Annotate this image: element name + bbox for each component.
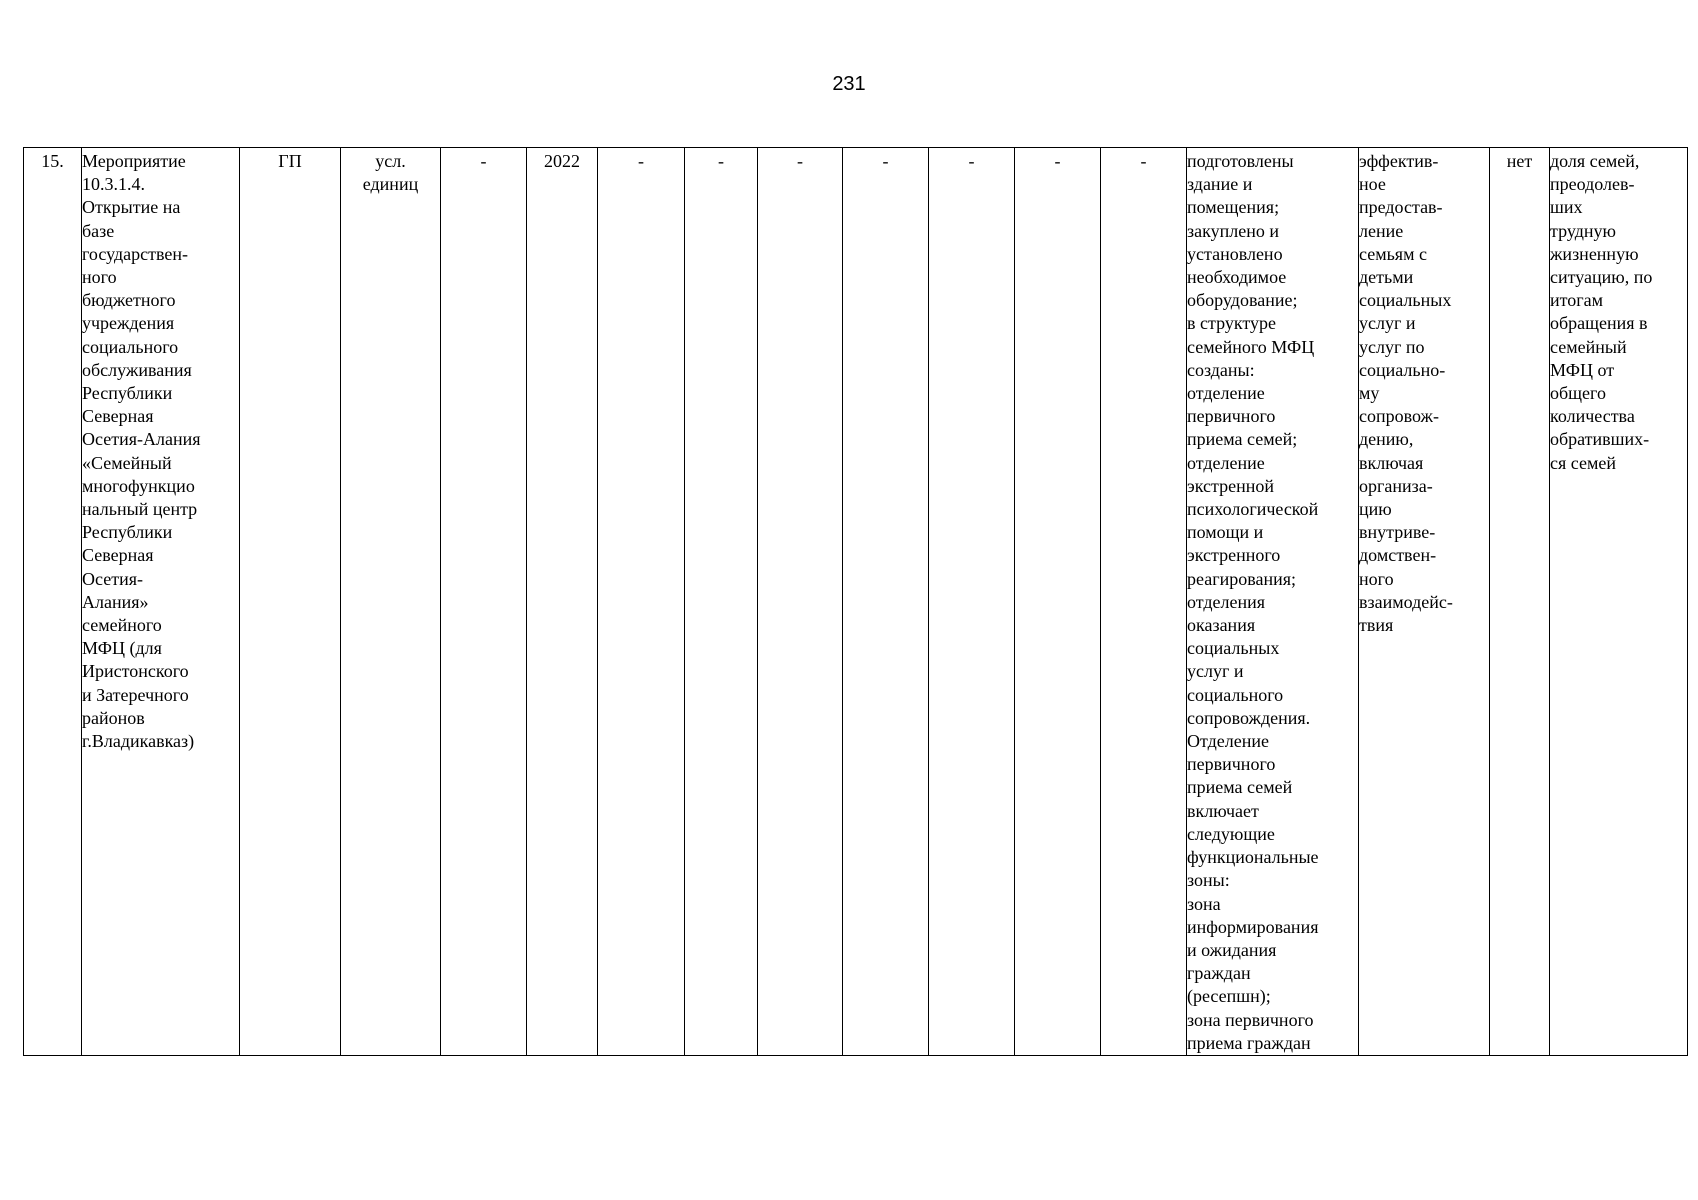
cell-flag: нет [1490,148,1550,1056]
cell-year: 2022 [527,148,598,1056]
cell-value-4: - [843,148,929,1056]
cell-measure-name: Мероприятие 10.3.1.4. Открытие на базе государствен- ного бюджетного учреждения социального обслуживания Республики Северная Осетия-Алания «Семейный многофункцио нальный центр Республики Северная Осетия- Алания» семейного МФЦ (для Иристонского и Затеречного районов г.Владикавказ) [82,148,240,1056]
table-row [24,148,1688,1056]
cell-value-7: - [1101,148,1187,1056]
cell-indicator: доля семей, преодолев- ших трудную жизненную ситуацию, по итогам обращения в семейный МФЦ от общего количества обративших- ся семей [1550,148,1688,1056]
measures-table [23,147,1688,1056]
cell-value-1: - [598,148,685,1056]
cell-effect: эффектив- ное предостав- ление семьям с детьми социальных услуг и услуг по социально- му сопровож- дению, включая организа- цию внутриве- домствен- ного взаимодейс- твия [1359,148,1490,1056]
cell-result: подготовлены здание и помещения; закуплено и установлено необходимое оборудование; в структуре семейного МФЦ созданы: отделение первичного приема семей; отделение экстренной психологической помощи и экстренного реагирования; отделения оказания социальных услуг и социального сопровождения. Отделение первичного приема семей включает следующие функциональные зоны: зона информирования и ожидания граждан (ресепшн); зона первичного приема граждан [1187,148,1359,1056]
cell-value-6: - [1015,148,1101,1056]
cell-value-5: - [929,148,1015,1056]
cell-row-number: 15. [24,148,82,1056]
cell-value-2: - [685,148,758,1056]
cell-unit: усл. единиц [341,148,441,1056]
cell-base-value: - [441,148,527,1056]
cell-value-3: - [758,148,843,1056]
cell-type: ГП [240,148,341,1056]
page-number: 231 [832,73,866,95]
